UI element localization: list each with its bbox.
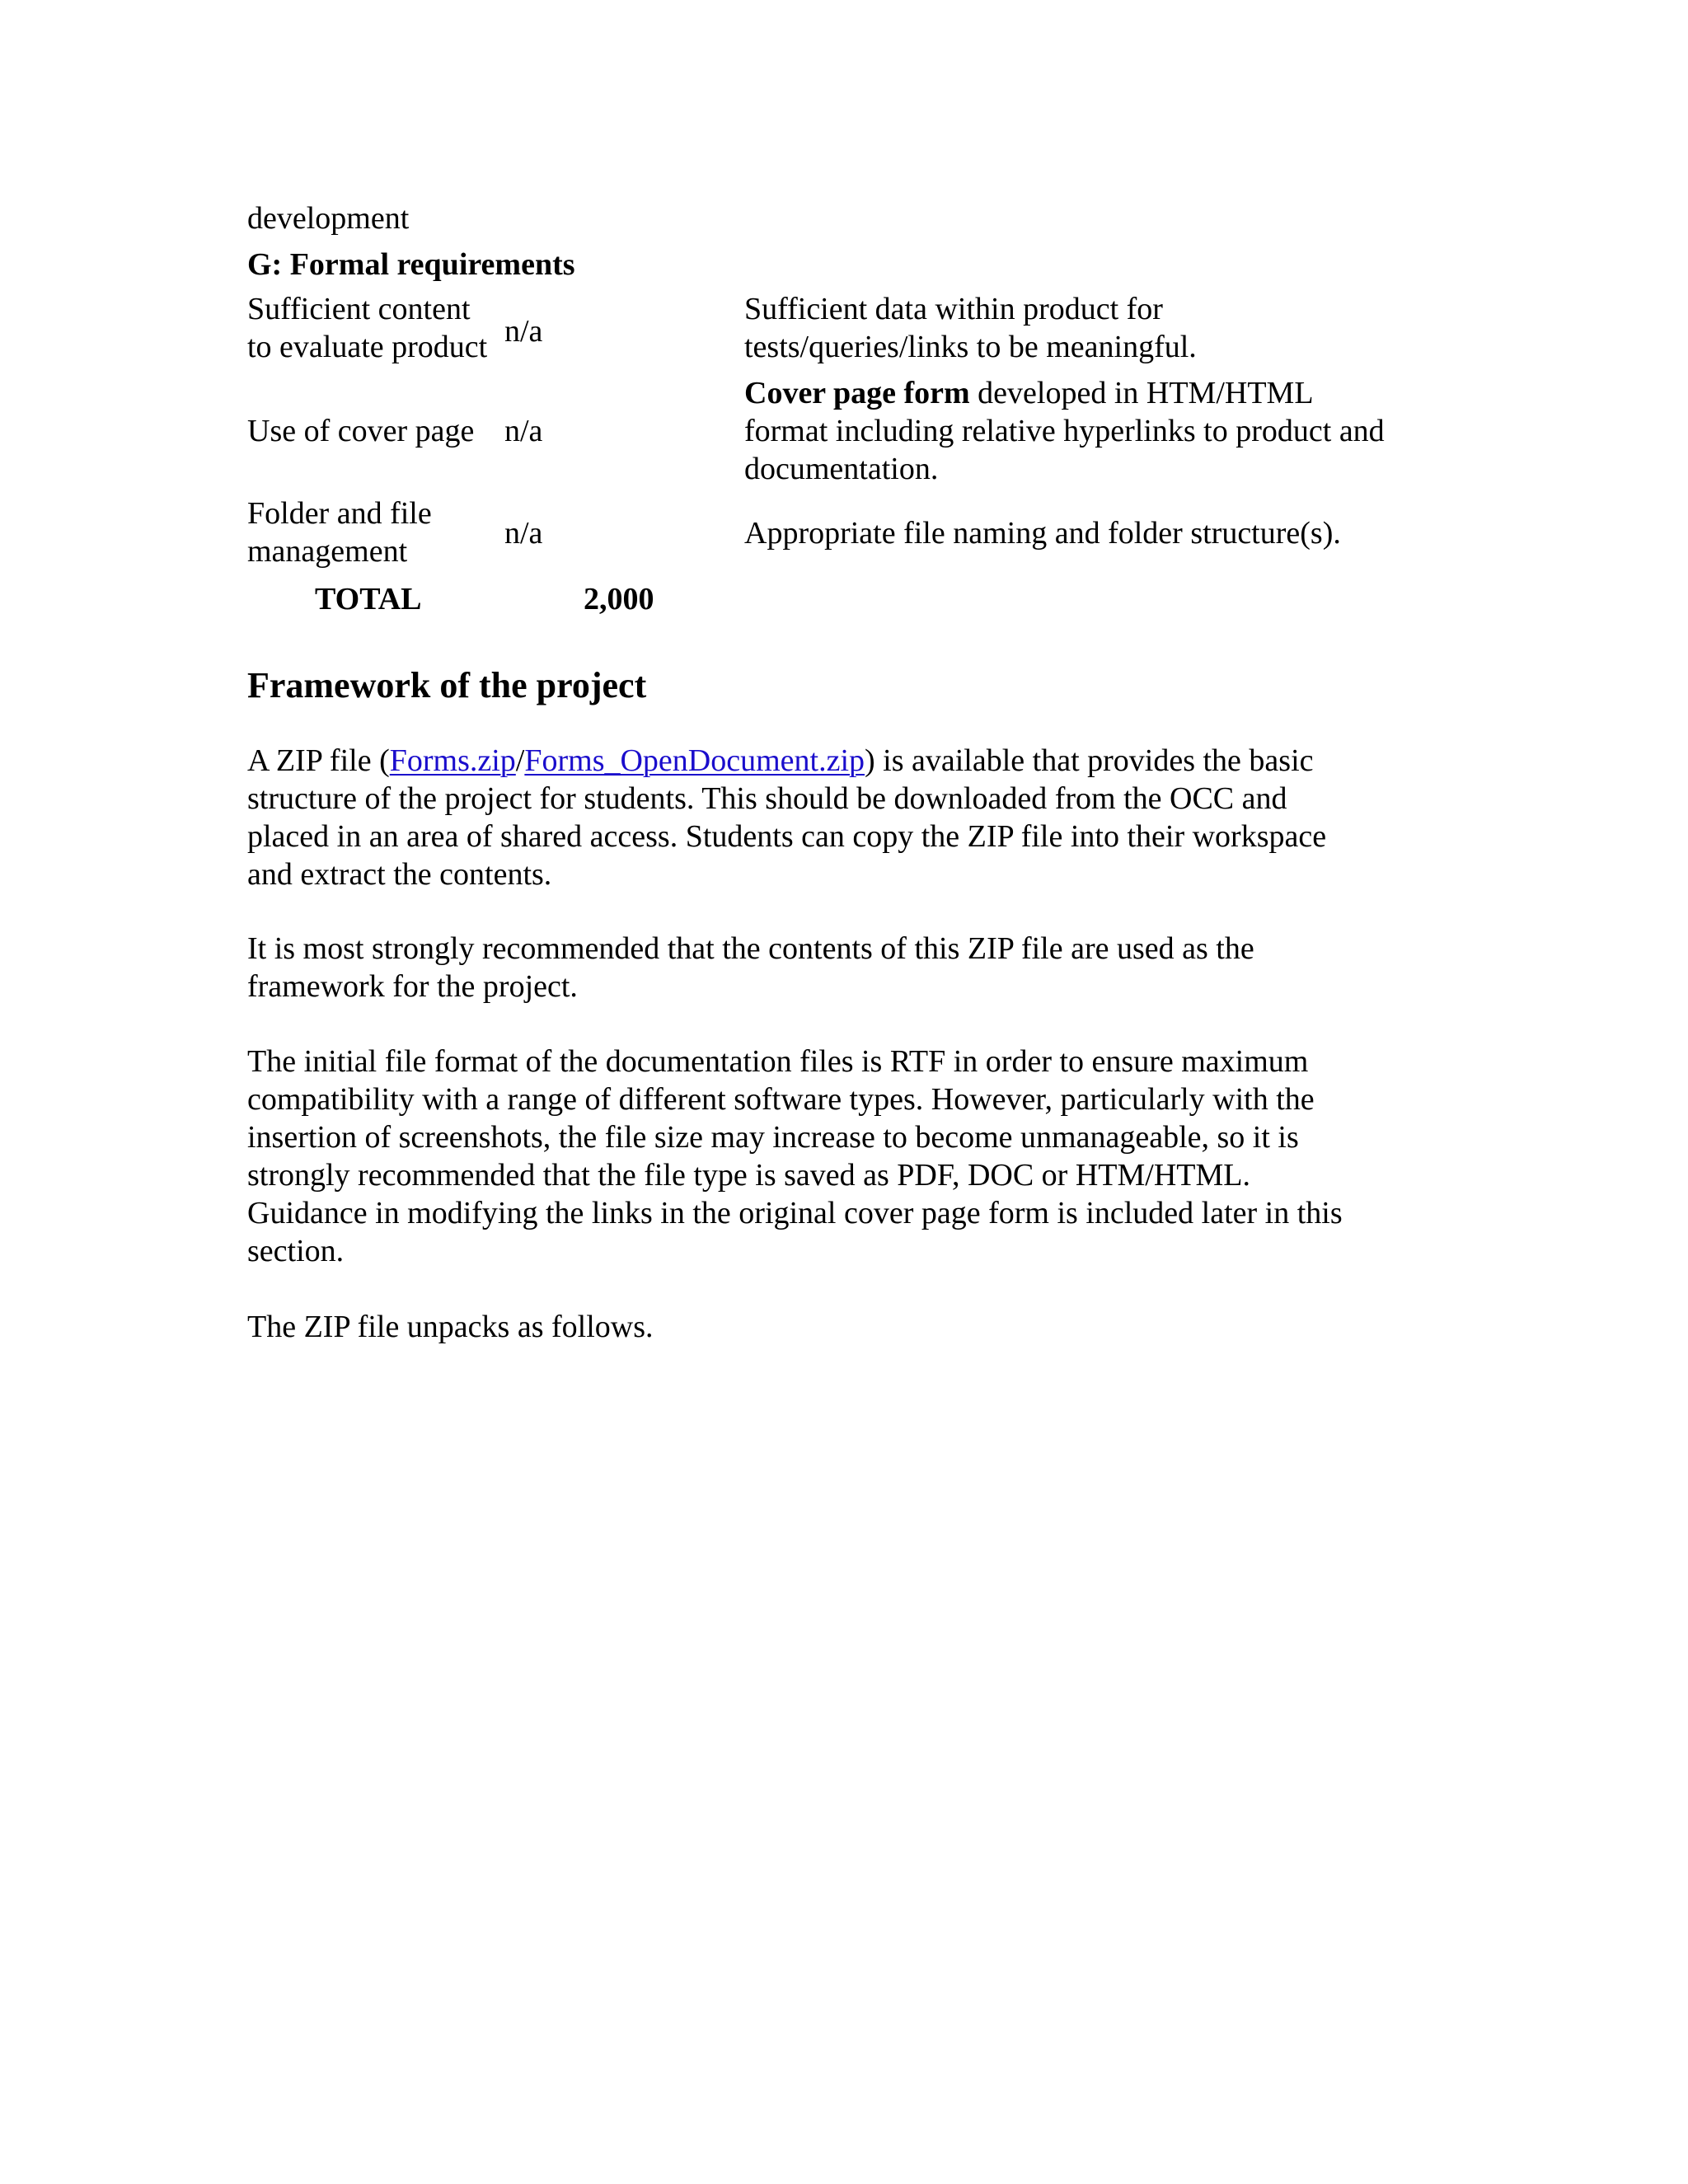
criterion-line: Folder and file <box>247 496 432 531</box>
table-continuation-text: development <box>247 201 410 236</box>
description-text: developed in HTM/HTML <box>969 376 1314 410</box>
paragraph-line: insertion of screenshots, the file size may increase to become unmanageable, so it is <box>247 1120 1299 1155</box>
paragraph-line: The initial file format of the documentation files is RTF in order to ensure maximum <box>247 1044 1309 1079</box>
forms-zip-link[interactable]: Forms.zip <box>389 743 516 778</box>
description-bold-term: Cover page form <box>744 376 970 410</box>
paragraph-line: section. <box>247 1234 345 1268</box>
table-row-description <box>744 290 1197 366</box>
criterion-line: Sufficient content <box>247 292 471 326</box>
paragraph-text: A ZIP file ( <box>247 743 390 778</box>
paragraph-line: It is most strongly recommended that the contents of this ZIP file are used as the <box>247 931 1254 966</box>
paragraph-line: compatibility with a range of different software types. However, particularly with the <box>247 1082 1315 1117</box>
table-row-marks: n/a <box>504 414 543 448</box>
paragraph-line <box>247 742 1451 780</box>
paragraph-line: strongly recommended that the file type is saved as PDF, DOC or HTM/HTML. <box>247 1158 1250 1193</box>
framework-heading: Framework of the project <box>247 665 647 705</box>
paragraph-line: Guidance in modifying the links in the original cover page form is included later in this <box>247 1196 1343 1230</box>
description-line <box>744 374 1385 412</box>
paragraph-line: placed in an area of shared access. Students can copy the ZIP file into their workspace <box>247 819 1327 854</box>
description-line: documentation. <box>744 452 939 486</box>
link-separator: / <box>515 743 525 778</box>
description-line: Sufficient data within product for <box>744 292 1163 326</box>
framework-paragraph-2 <box>247 930 1451 1005</box>
paragraph-text: ) is available that provides the basic <box>865 743 1314 778</box>
section-g-heading: G: Formal requirements <box>247 247 575 282</box>
table-row-criterion: Use of cover page <box>247 414 475 448</box>
forms-opendocument-zip-link[interactable]: Forms_OpenDocument.zip <box>524 743 865 778</box>
description-line: format including relative hyperlinks to product and <box>744 414 1385 448</box>
table-row-description: Appropriate file naming and folder structure(s). <box>744 516 1341 551</box>
description-line: tests/queries/links to be meaningful. <box>744 330 1197 364</box>
criterion-line: to evaluate product <box>247 330 488 364</box>
paragraph-line: and extract the contents. <box>247 857 552 892</box>
table-row-marks: n/a <box>504 314 543 349</box>
framework-paragraph-1 <box>247 742 1451 893</box>
total-value: 2,000 <box>584 582 654 616</box>
table-row-marks: n/a <box>504 516 543 551</box>
paragraph-line: framework for the project. <box>247 969 578 1004</box>
paragraph-line: structure of the project for students. This should be downloaded from the OCC and <box>247 781 1287 816</box>
framework-paragraph-4 <box>247 1308 1451 1346</box>
paragraph-line: The ZIP file unpacks as follows. <box>247 1310 654 1344</box>
total-label: TOTAL <box>315 582 422 616</box>
table-row-criterion <box>247 290 487 366</box>
criterion-line: management <box>247 534 408 569</box>
framework-paragraph-3 <box>247 1043 1451 1270</box>
table-row-criterion <box>247 494 432 570</box>
table-row-description <box>744 374 1385 488</box>
